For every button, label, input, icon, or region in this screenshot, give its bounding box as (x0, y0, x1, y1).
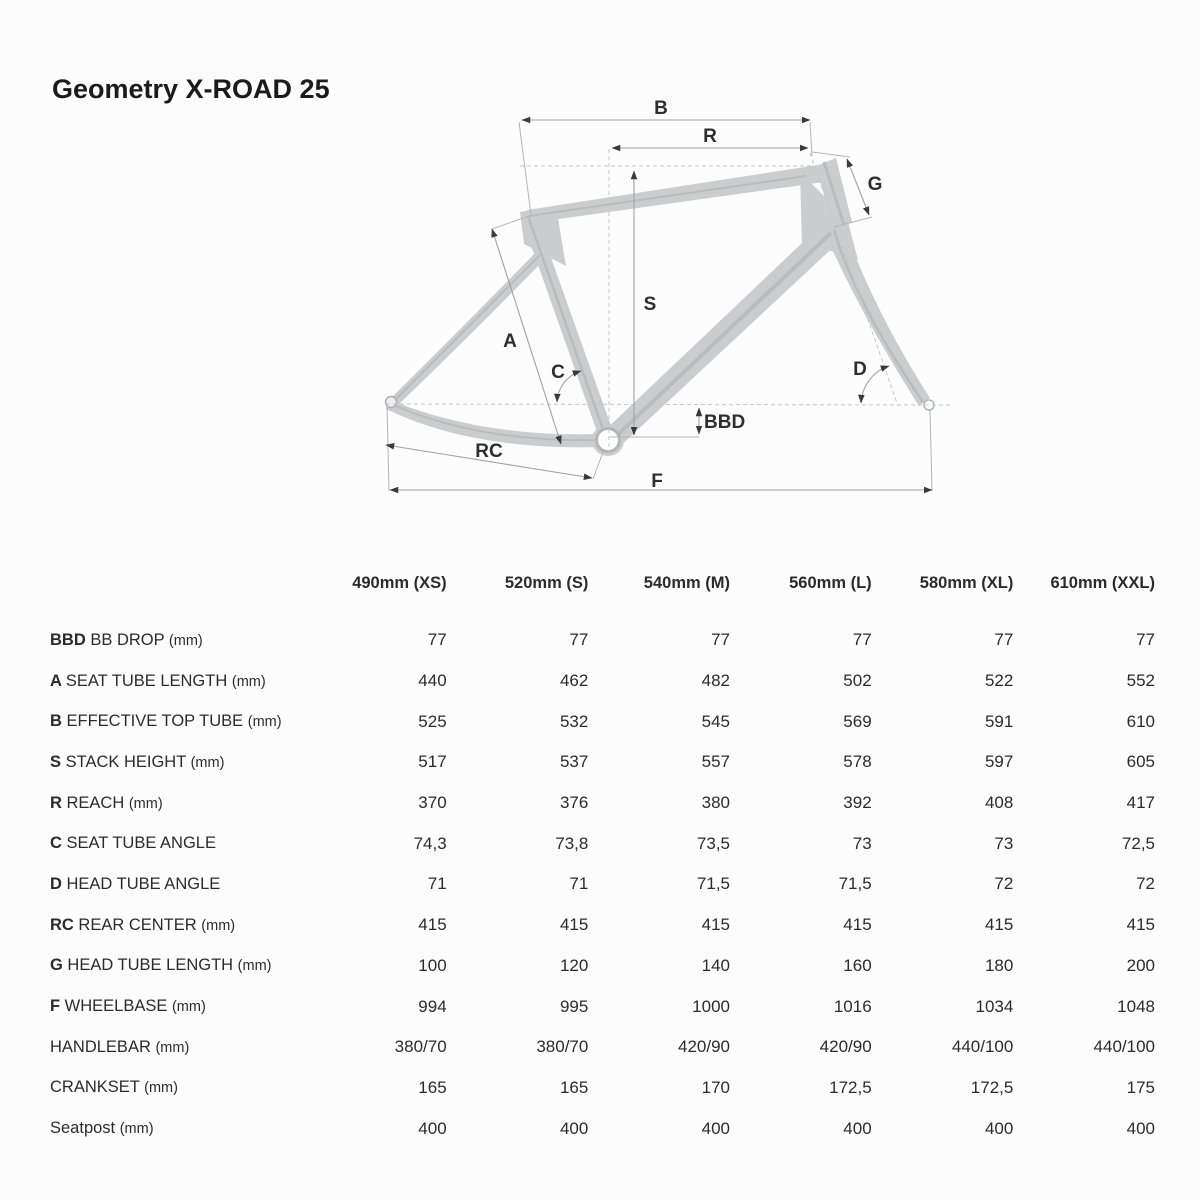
geometry-value: 120 (559, 955, 589, 975)
geometry-value: 73 (994, 833, 1014, 853)
geometry-value: 1016 (833, 996, 872, 1016)
table-row (50, 946, 1155, 987)
row-label (50, 834, 305, 853)
row-label (50, 1119, 305, 1138)
geometry-value: 408 (984, 793, 1014, 813)
geometry-value: 415 (1126, 915, 1155, 935)
row-unit: (mm) (247, 714, 282, 731)
dim-label-a: A (503, 331, 517, 352)
row-unit: (mm) (190, 754, 225, 771)
geometry-value: 995 (559, 996, 589, 1016)
table-row (50, 1068, 1155, 1109)
dim-label-c: C (551, 362, 565, 383)
table-row (50, 823, 1155, 864)
row-prefix: D (50, 874, 67, 893)
table-row (50, 986, 1155, 1027)
geometry-value: 545 (701, 711, 730, 731)
geometry-value: 400 (559, 1118, 589, 1138)
geometry-value: 140 (701, 955, 730, 975)
dim-label-d: D (853, 359, 867, 380)
geometry-value: 72 (1136, 874, 1155, 894)
geometry-value: 77 (569, 630, 589, 650)
row-name: CRANKSET (50, 1078, 145, 1097)
geometry-value: 77 (427, 630, 447, 650)
row-unit: (mm) (237, 958, 272, 975)
geometry-value: 482 (701, 671, 730, 691)
geometry-value: 420/90 (678, 1037, 730, 1057)
row-unit: (mm) (171, 999, 206, 1016)
geometry-value: 160 (843, 955, 872, 975)
dim-label-g: G (867, 174, 883, 195)
row-prefix: A (50, 671, 66, 690)
dim-label-f: F (651, 471, 663, 492)
dim-label-b: B (654, 98, 668, 119)
geometry-value: 400 (843, 1118, 872, 1138)
row-unit: (mm) (231, 673, 266, 690)
row-name: Seatpost (50, 1119, 120, 1138)
geometry-value: 376 (559, 793, 589, 813)
row-label (50, 631, 305, 650)
frame-geometry-diagram (0, 0, 1200, 520)
dim-line-g (847, 159, 869, 215)
geometry-value: 462 (559, 671, 589, 691)
geometry-value: 537 (559, 752, 589, 772)
row-label (50, 712, 305, 731)
size-header: 490mm (XS) (352, 573, 447, 592)
dim-label-s: S (643, 294, 657, 315)
row-unit: (mm) (168, 632, 203, 649)
size-header: 540mm (M) (643, 573, 730, 592)
table-row (50, 783, 1155, 824)
row-prefix: RC (50, 915, 79, 934)
geometry-value: 175 (1126, 1077, 1155, 1097)
row-prefix: G (50, 956, 68, 975)
geometry-value: 71 (427, 874, 447, 894)
geometry-value: 380 (701, 793, 730, 813)
geometry-value: 77 (994, 630, 1014, 650)
geometry-value: 415 (843, 915, 872, 935)
geometry-value: 165 (418, 1077, 447, 1097)
geometry-table (50, 568, 1155, 1149)
row-name: BB DROP (90, 630, 169, 649)
row-prefix: S (50, 752, 66, 771)
row-name: HEAD TUBE LENGTH (67, 956, 238, 975)
geometry-value: 525 (418, 711, 447, 731)
geometry-value: 1034 (975, 996, 1014, 1016)
geometry-value: 400 (701, 1118, 730, 1138)
row-label (50, 997, 305, 1016)
geometry-value: 400 (1126, 1118, 1155, 1138)
row-prefix: F (50, 997, 65, 1016)
table-row (50, 620, 1155, 661)
geometry-value: 552 (1126, 671, 1155, 691)
geometry-value: 74,3 (413, 833, 447, 853)
size-header: 610mm (XXL) (1050, 573, 1155, 592)
row-name: HEAD TUBE ANGLE (66, 874, 221, 893)
geometry-value: 400 (984, 1118, 1014, 1138)
geometry-value: 392 (843, 793, 872, 813)
row-name: HANDLEBAR (50, 1037, 156, 1056)
geometry-value: 77 (852, 630, 872, 650)
row-label (50, 1078, 305, 1097)
dim-label-r: R (703, 126, 717, 147)
geometry-value: 380/70 (394, 1037, 447, 1057)
geometry-value: 440 (418, 671, 447, 691)
geometry-value: 417 (1126, 793, 1155, 813)
geometry-value: 380/70 (536, 1037, 589, 1057)
row-unit: (mm) (155, 1039, 190, 1056)
row-name: SEAT TUBE ANGLE (66, 834, 216, 853)
row-name: REAR CENTER (78, 915, 202, 934)
geometry-value: 578 (843, 752, 872, 772)
geometry-value: 71,5 (696, 874, 730, 894)
geometry-value: 200 (1126, 955, 1155, 975)
geometry-value: 591 (984, 711, 1014, 731)
axle-reference-line (386, 404, 950, 405)
geometry-value: 605 (1126, 752, 1155, 772)
table-row (50, 742, 1155, 783)
geometry-value: 370 (418, 793, 447, 813)
dim-label-rc: RC (475, 441, 503, 462)
table-row (50, 1027, 1155, 1068)
row-label (50, 956, 305, 975)
row-name: EFFECTIVE TOP TUBE (66, 712, 248, 731)
geometry-value: 532 (559, 711, 589, 731)
size-header-row (50, 568, 1155, 598)
geometry-value: 72,5 (1121, 833, 1155, 853)
geometry-value: 994 (418, 996, 447, 1016)
geometry-value: 440/100 (951, 1037, 1014, 1057)
size-header: 520mm (S) (504, 573, 589, 592)
geometry-value: 1000 (692, 996, 730, 1016)
row-label (50, 1038, 305, 1057)
geometry-value: 77 (1136, 630, 1155, 650)
geometry-value: 597 (984, 752, 1014, 772)
table-row (50, 864, 1155, 905)
row-unit: (mm) (128, 795, 163, 812)
geometry-value: 440/100 (1093, 1037, 1155, 1057)
geometry-value: 502 (843, 671, 872, 691)
geometry-value: 77 (711, 630, 730, 650)
geometry-value: 170 (701, 1077, 730, 1097)
row-unit: (mm) (144, 1080, 178, 1097)
geometry-value: 71,5 (838, 874, 872, 894)
table-row (50, 1108, 1155, 1149)
page-title: Geometry X-ROAD 25 (52, 74, 330, 104)
row-label (50, 794, 305, 813)
geometry-value: 400 (418, 1118, 447, 1138)
row-unit: (mm) (201, 917, 236, 934)
row-label (50, 916, 305, 935)
bike-frame-silhouette (386, 158, 935, 456)
geometry-value: 415 (559, 915, 589, 935)
row-label (50, 875, 305, 894)
geometry-value: 1048 (1117, 996, 1155, 1016)
row-name: SEAT TUBE LENGTH (65, 671, 232, 690)
geometry-value: 180 (984, 955, 1014, 975)
geometry-rows (50, 620, 1155, 1149)
geometry-value: 517 (418, 752, 447, 772)
geometry-value: 71 (569, 874, 589, 894)
geometry-value: 73,5 (696, 833, 730, 853)
geometry-value: 172,5 (829, 1077, 872, 1097)
geometry-value: 172,5 (970, 1077, 1014, 1097)
row-label (50, 753, 305, 772)
row-name: WHEELBASE (64, 997, 172, 1016)
geometry-value: 610 (1126, 711, 1155, 731)
row-prefix: C (50, 834, 67, 853)
geometry-value: 415 (984, 915, 1014, 935)
table-row (50, 661, 1155, 702)
row-prefix: BBD (50, 630, 91, 649)
size-header: 580mm (XL) (919, 573, 1014, 592)
row-prefix: R (50, 793, 67, 812)
geometry-value: 73,8 (555, 833, 589, 853)
geometry-value: 522 (984, 671, 1014, 691)
row-unit: (mm) (119, 1121, 154, 1138)
row-name: STACK HEIGHT (65, 752, 191, 771)
bottom-bracket-shell (597, 429, 620, 452)
table-row (50, 905, 1155, 946)
geometry-value: 415 (418, 915, 447, 935)
geometry-value: 72 (994, 874, 1014, 894)
row-prefix: B (50, 712, 67, 731)
size-header: 560mm (L) (789, 573, 872, 592)
geometry-value: 415 (701, 915, 730, 935)
geometry-value: 100 (418, 955, 447, 975)
geometry-value: 73 (852, 833, 872, 853)
geometry-value: 569 (843, 711, 872, 731)
row-label (50, 672, 305, 691)
row-name: REACH (66, 793, 129, 812)
geometry-value: 420/90 (819, 1037, 872, 1057)
geometry-value: 557 (701, 752, 730, 772)
geometry-value: 165 (559, 1077, 589, 1097)
dim-label-bbd: BBD (704, 412, 746, 433)
table-row (50, 701, 1155, 742)
